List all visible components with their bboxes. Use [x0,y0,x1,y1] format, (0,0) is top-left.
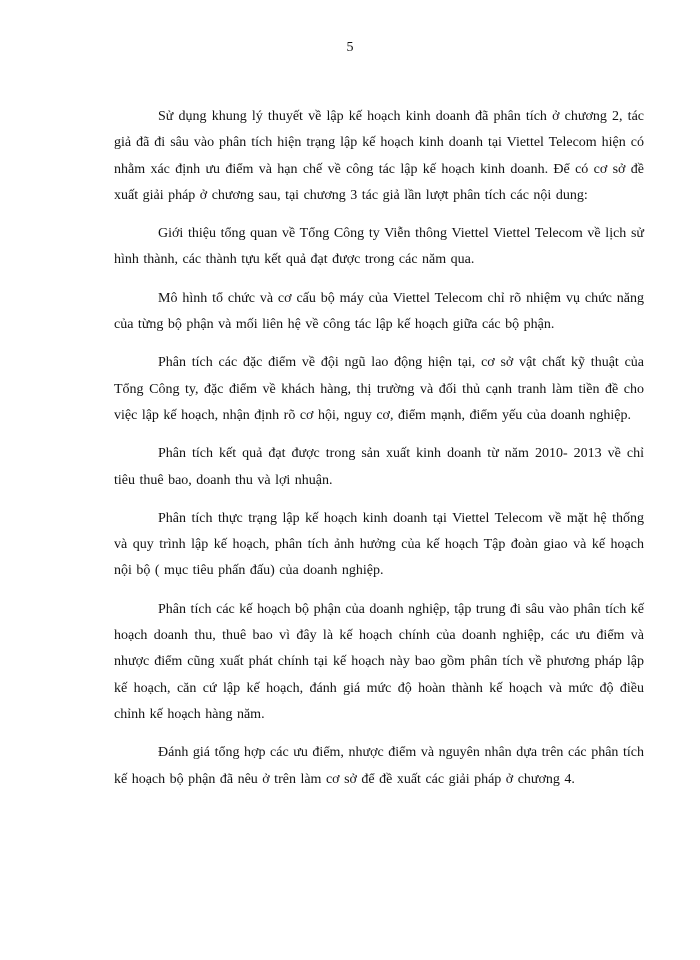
paragraph-intro: Sử dụng khung lý thuyết về lập kế hoạch kinh doanh đã phân tích ở chương 2, tác giả đã đi sâu vào phân tích hiện trạng lập kế hoạch kinh doanh tại Viettel Telecom hiện có nhằm xác định ưu điểm và hạn chế về công tác lập kế hoạch kinh doanh. Để có cơ sở đề xuất giải pháp ở chương sau, tại chương 3 tác giả lần lượt phân tích các nội dung: [114,109,644,203]
paragraph-business-results: Phân tích kết quả đạt được trong sản xuất kinh doanh từ năm 2010- 2013 về chỉ tiêu thuê bao, doanh thu và lợi nhuận. [114,446,644,488]
paragraph-planning-status: Phân tích thực trạng lập kế hoạch kinh doanh tại Viettel Telecom về mặt hệ thống và quy trình lập kế hoạch, phân tích ảnh hưởng của kế hoạch Tập đoàn giao và kế hoạch nội bộ ( mục tiêu phấn đấu) của doanh nghiệp. [114,510,644,579]
paragraph-overall-assessment: Đánh giá tổng hợp các ưu điểm, nhược điểm và nguyên nhân dựa trên các phân tích kế hoạch bộ phận đã nêu ở trên làm cơ sở để đề xuất các giải pháp ở chương 4. [114,745,644,787]
document-body [114,104,644,805]
paragraph-company-overview: Giới thiệu tổng quan về Tổng Công ty Viễn thông Viettel Viettel Telecom về lịch sử hình thành, các thành tựu kết quả đạt được trong các năm qua. [114,226,644,268]
paragraph-organization-model: Mô hình tổ chức và cơ cấu bộ máy của Viettel Telecom chỉ rõ nhiệm vụ chức năng của từng bộ phận và mối liên hệ về công tác lập kế hoạch giữa các bộ phận. [114,290,644,333]
paragraph-characteristics-analysis: Phân tích các đặc điểm về đội ngũ lao động hiện tại, cơ sở vật chất kỹ thuật của Tổng Công ty, đặc điểm về khách hàng, thị trường và đối thủ cạnh tranh làm tiền đề cho việc lập kế hoạch, nhận định rõ cơ hội, nguy cơ, điểm mạnh, điểm yếu của doanh nghiệp. [114,355,644,423]
paragraph-department-plans: Phân tích các kế hoạch bộ phận của doanh nghiệp, tập trung đi sâu vào phân tích kế hoạch doanh thu, thuê bao vì đây là kế hoạch chính của doanh nghiệp, các ưu điểm và nhược điểm cũng xuất phát chính tại kế hoạch này bao gồm phân tích về phương pháp lập kế hoạch, căn cứ lập kế hoạch, đánh giá mức độ hoàn thành kế hoạch và mức độ điều chỉnh kế hoạch hàng năm. [114,601,644,722]
page-number: 5 [346,40,354,55]
